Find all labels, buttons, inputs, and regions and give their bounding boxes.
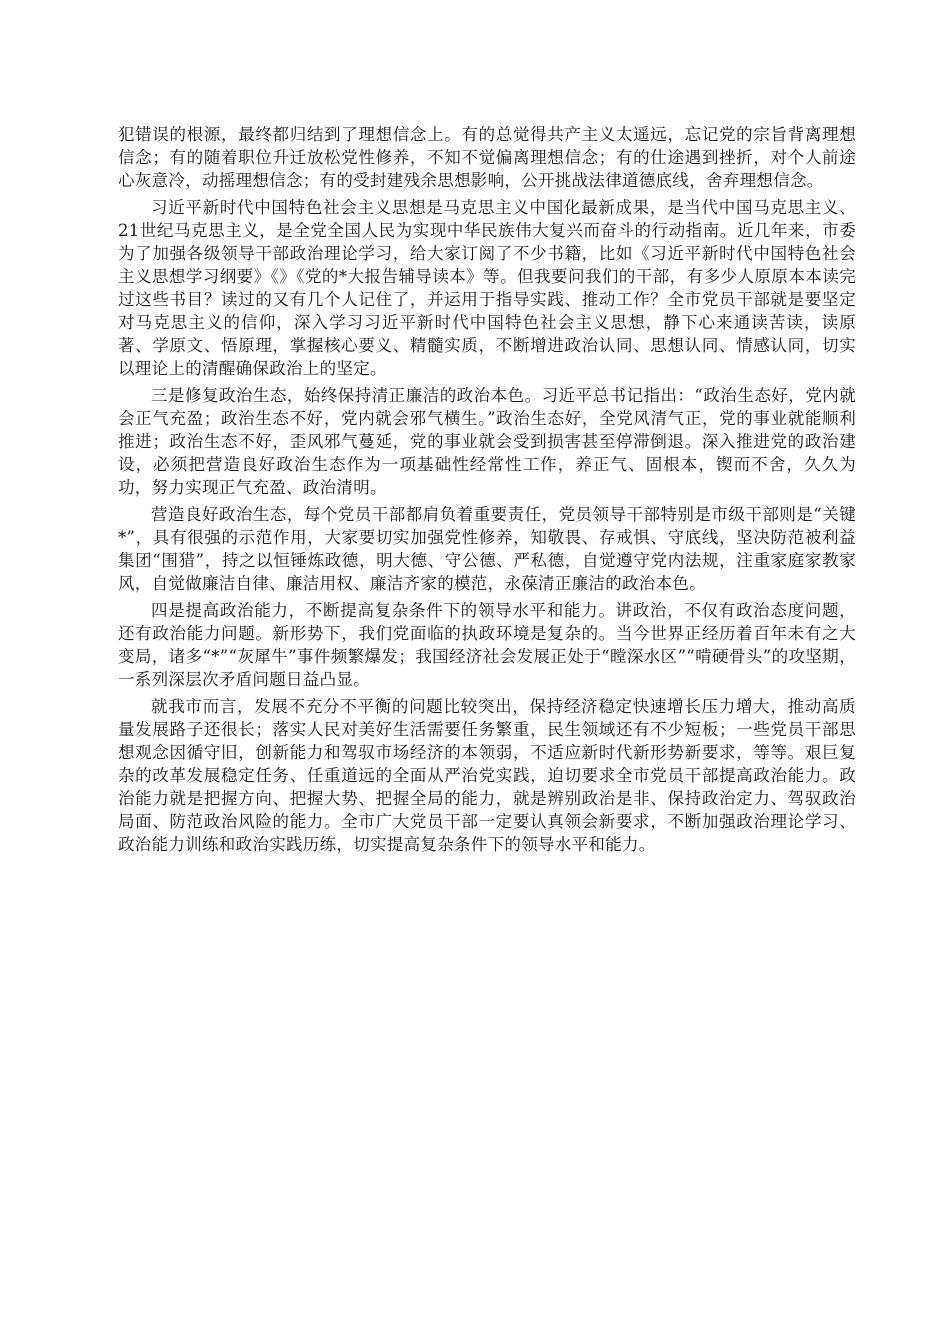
paragraph-political-ecology: 三是修复政治生态，始终保持清正廉洁的政治本色。习近平总书记指出：“政治生态好，党内就会正气充盈；政治生态不好，党内就会邪气横生。”政治生态好，全党风清气正，党的事业就能顺利推进；政治生态不好，歪风邪气蔓延，党的事业就会受到损害甚至停滞倒退。深入推进党的政治建设，必须把营造良好政治生态作为一项基础性经常性工作，养正气、固根本，锲而不舍，久久为功，努力实现正气充盈、政治清明。	[118, 386, 856, 497]
paragraph-continued: 犯错误的根源，最终都归结到了理想信念上。有的总觉得共产主义太遥远，忘记党的宗旨背离理想信念；有的随着职位升迁放松党性修养，不知不觉偏离理想信念；有的仕途遇到挫折，对个人前途心灰意冷，动摇理想信念；有的受封建残余思想影响，公开挑战法律道德底线，舍弃理想信念。	[118, 125, 856, 190]
document-body	[118, 123, 856, 860]
paragraph-marxism-thought: 习近平新时代中国特色社会主义思想是马克思主义中国化最新成果，是当代中国马克思主义、21世纪马克思主义，是全党全国人民为实现中华民族伟大复兴而奋斗的行动指南。近几年来，市委为了加强各级领导干部政治理论学习，给大家订阅了不少书籍，比如《习近平新时代中国特色社会主义思想学习纲要》《》《党的*大报告辅导读本》等。但我要问我们的干部，有多少人原原本本读完过这些书目？读过的又有几个人记住了，并运用于指导实践、推动工作？全市党员干部就是要坚定对马克思主义的信仰，深入学习习近平新时代中国特色社会主义思想，静下心来通读苦读，读原著、学原文、悟原理，掌握核心要义、精髓实质，不断增进政治认同、思想认同、情感认同，切实以理论上的清醒确保政治上的坚定。	[118, 198, 856, 378]
paragraph-city-situation: 就我市而言，发展不充分不平衡的问题比较突出，保持经济稳定快速增长压力增大，推动高质量发展路子还很长；落实人民对美好生活需要任务繁重，民生领域还有不少短板；一些党员干部思想观念因循守旧，创新能力和驾驭市场经济的本领弱，不适应新时代新形势新要求，等等。艰巨复杂的改革发展稳定任务、任重道远的全面从严治党实践，迫切要求全市党员干部提高政治能力。政治能力就是把握方向、把握大势、把握全局的能力，就是辨别政治是非、保持政治定力、驾驭政治局面、防范政治风险的能力。全市广大党员干部一定要认真领会新要求，不断加强政治理论学习、政治能力训练和政治实践历练，切实提高复杂条件下的领导水平和能力。	[118, 697, 856, 854]
paragraph-good-ecology: 营造良好政治生态，每个党员干部都肩负着重要责任，党员领导干部特别是市级干部则是“关键*”，具有很强的示范作用，大家要切实加强党性修养，知敬畏、存戒惧、守底线，坚决防范被利益集团“围猎”，持之以恒锤炼政德，明大德、守公德、严私德，自觉遵守党内法规，注重家庭家教家风，自觉做廉洁自律、廉洁用权、廉洁齐家的模范，永葆清正廉洁的政治本色。	[118, 505, 856, 593]
paragraph-political-ability: 四是提高政治能力，不断提高复杂条件下的领导水平和能力。讲政治，不仅有政治态度问题，还有政治能力问题。新形势下，我们党面临的执政环境是复杂的。当今世界正经历着百年未有之大变局，诸多“*”“灰犀牛”事件频繁爆发；我国经济社会发展正处于“瞠深水区”“啃硬骨头”的攻坚期，一系列深层次矛盾问题日益凸显。	[118, 601, 856, 689]
